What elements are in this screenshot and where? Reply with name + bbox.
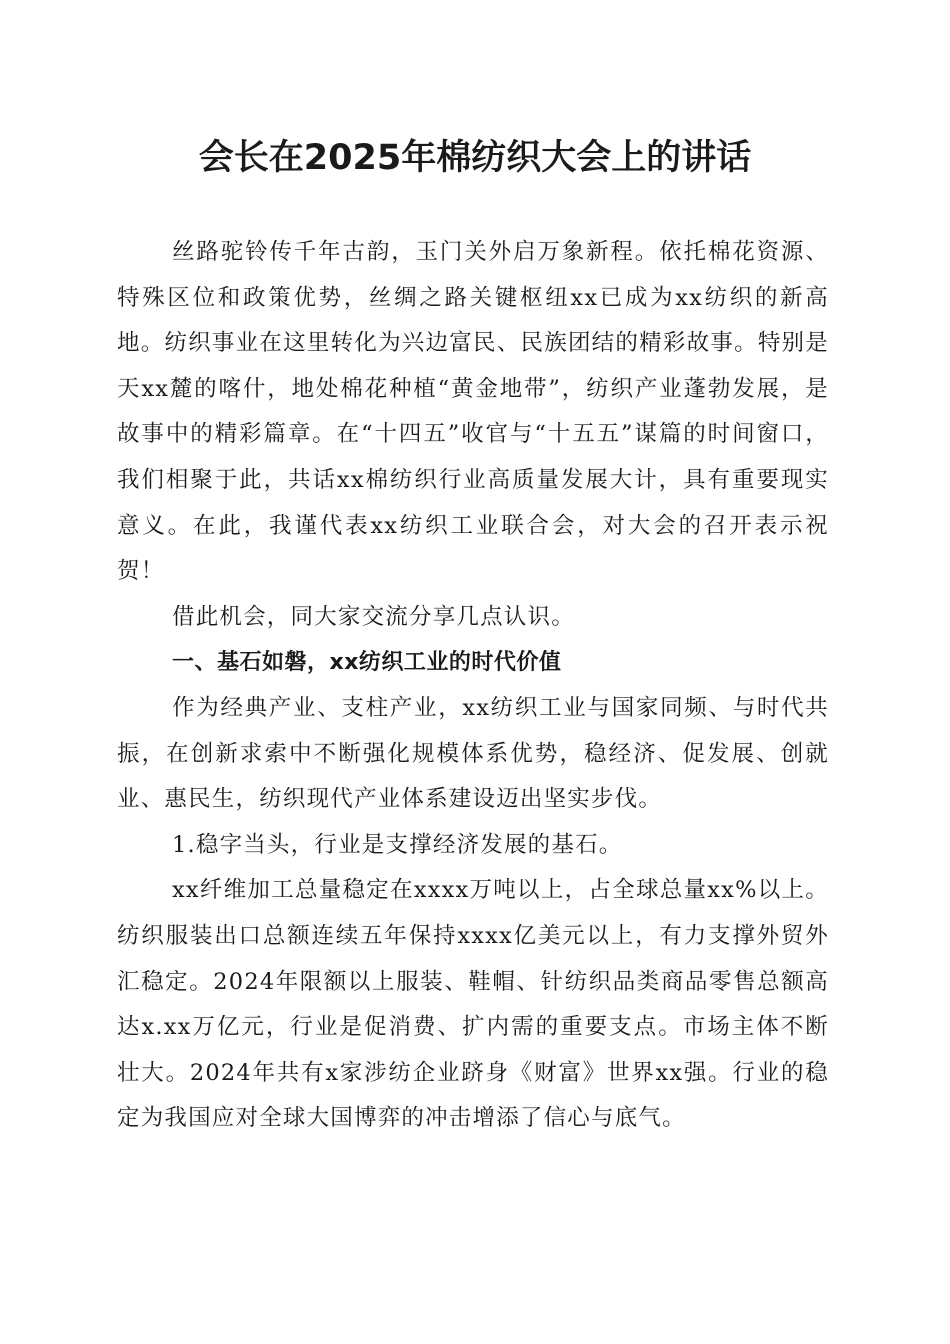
document-body — [117, 230, 829, 1142]
document-title: 会长在2025年棉纺织大会上的讲话 — [198, 138, 752, 178]
opening-paragraph: 丝路驼铃传千年古韵，玉门关外启万象新程。依托棉花资源、特殊区位和政策优势，丝绸之路关键枢纽xx已成为xx纺织的新高地。纺织事业在这里转化为兴边富民、民族团结的精彩故事。特别是天xx麓的喀什，地处棉花种植“黄金地带”，纺织产业蓬勃发展，是故事中的精彩篇章。在“十四五”收官与“十五五”谋篇的时间窗口，我们相聚于此，共话xx棉纺织行业高质量发展大计，具有重要现实意义。在此，我谨代表xx纺织工业联合会，对大会的召开表示祝贺！ — [117, 239, 829, 585]
subsection-heading: 1.稳字当头，行业是支撑经济发展的基石。 — [172, 831, 623, 858]
transition-paragraph: 借此机会，同大家交流分享几点认识。 — [172, 603, 575, 630]
section-heading: 一、基石如磐，xx纺织工业的时代价值 — [172, 650, 562, 676]
subsection-detail-paragraph: xx纤维加工总量稳定在xxxx万吨以上，占全球总量xx%以上。纺织服装出口总额连续五年保持xxxx亿美元以上，有力支撑外贸外汇稳定。2024年限额以上服装、鞋帽、针纺织品类商品零售总额高达x.xx万亿元，行业是促消费、扩内需的重要支点。市场主体不断壮大。2024年共有x家涉纺企业跻身《财富》世界xx强。行业的稳定为我国应对全球大国博弈的冲击增添了信心与底气。 — [117, 877, 829, 1132]
section-intro-paragraph: 作为经典产业、支柱产业，xx纺织工业与国家同频、与时代共振，在创新求索中不断强化规模体系优势，稳经济、促发展、创就业、惠民生，纺织现代产业体系建设迈出坚实步伐。 — [117, 694, 829, 813]
